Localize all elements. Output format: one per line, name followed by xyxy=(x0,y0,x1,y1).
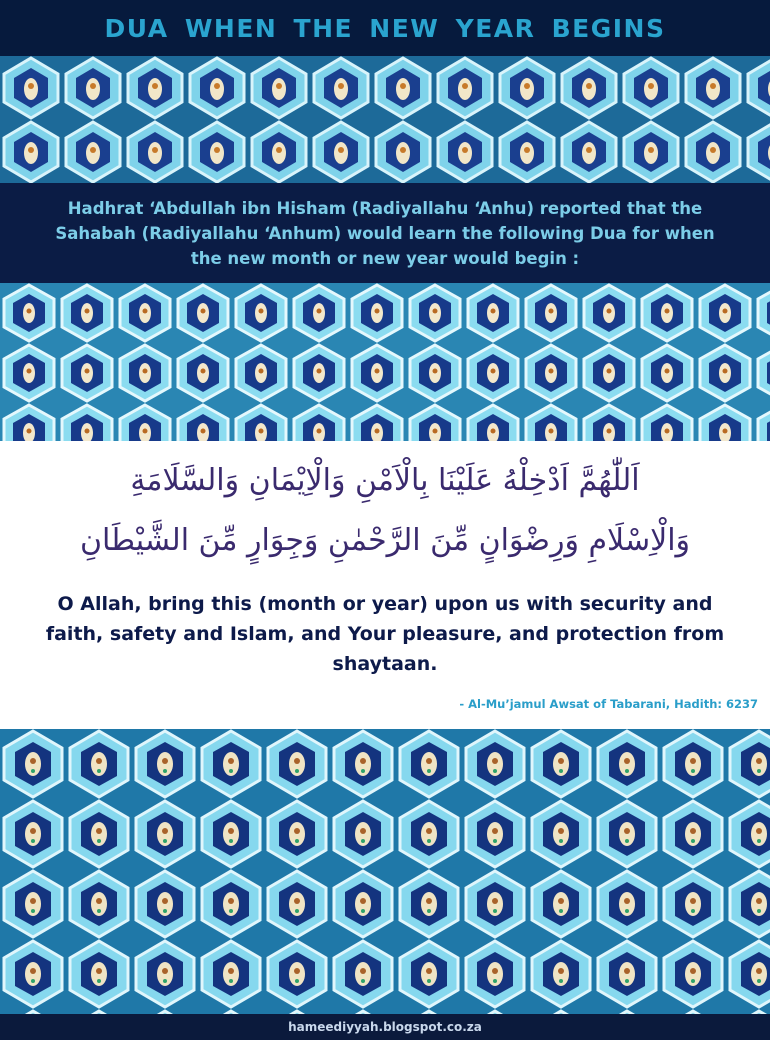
arabic-dua-line-1: اَللّٰهُمَّ اَدْخِلْهُ عَلَيْنَا بِالْاَمْنِ وَالْاِيْمَانِ وَالسَّلَامَةِ xyxy=(130,463,640,498)
mosaic-pattern xyxy=(0,283,770,441)
blog-url: hameediyyah.blogspot.co.za xyxy=(288,1020,482,1034)
hadith-source: - Al-Mu’jamul Awsat of Tabarani, Hadith: 6237 xyxy=(459,697,758,711)
title-bar xyxy=(0,0,770,56)
dua-panel xyxy=(0,441,770,729)
dua-translation: O Allah, bring this (month or year) upon us with security and faith, safety and Islam, and Your pleasure, and protection from shaytaan. xyxy=(45,593,725,675)
mosaic-pattern xyxy=(0,56,770,183)
page-title: DUA WHEN THE NEW YEAR BEGINS xyxy=(104,13,666,43)
mosaic-background-bottom xyxy=(0,729,770,1014)
mosaic-pattern xyxy=(0,729,770,1014)
intro-box xyxy=(0,183,770,283)
mosaic-background-top xyxy=(0,56,770,183)
footer-bar xyxy=(0,1014,770,1040)
mosaic-background-middle xyxy=(0,283,770,441)
intro-text: Hadhrat ‘Abdullah ibn Hisham (Radiyallahu ‘Anhu) reported that the Sahabah (Radiyallahu ‘Anhum) would learn the following Dua for when the new month or new year would begin : xyxy=(55,198,715,268)
arabic-dua-line-2: وَالْاِسْلَامِ وَرِضْوَانٍ مِّنَ الرَّحْمٰنِ وَجِوَارٍ مِّنَ الشَّيْطَانِ xyxy=(79,523,691,558)
